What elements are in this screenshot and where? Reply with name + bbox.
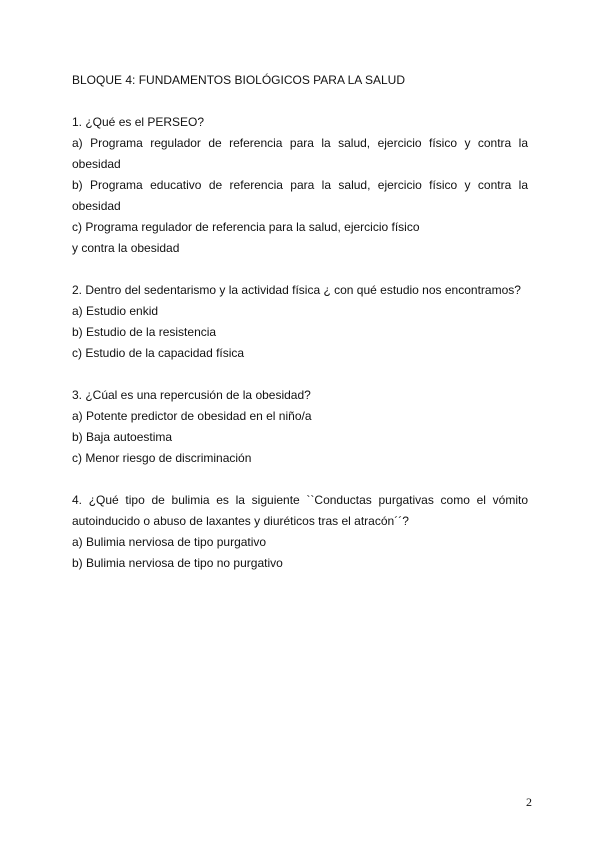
question-1-option-b: b) Programa educativo de referencia para la salud, ejercicio físico y contra la obesidad (72, 178, 528, 213)
question-2-option-a: a) Estudio enkid (72, 304, 159, 318)
page-number: 2 (526, 795, 532, 809)
question-3-option-c: c) Menor riesgo de discriminación (72, 451, 252, 465)
question-1-option-a: a) Programa regulador de referencia para la salud, ejercicio físico y contra la obesidad (72, 136, 528, 171)
question-1 (72, 112, 528, 259)
question-1-option-c: c) Programa regulador de referencia para la salud, ejercicio físico (72, 220, 420, 234)
question-1-option-c-continued: y contra la obesidad (72, 241, 180, 255)
question-2-option-c: c) Estudio de la capacidad física (72, 346, 245, 360)
document-content (72, 70, 528, 595)
question-2 (72, 280, 528, 364)
question-4 (72, 490, 528, 574)
question-3-text: 3. ¿Cúal es una repercusión de la obesidad? (72, 388, 311, 402)
question-2-option-b: b) Estudio de la resistencia (72, 325, 217, 339)
page-title: BLOQUE 4: FUNDAMENTOS BIOLÓGICOS PARA LA SALUD (72, 73, 405, 87)
question-4-option-b: b) Bulimia nerviosa de tipo no purgativo (72, 556, 283, 570)
question-3 (72, 385, 528, 469)
question-3-option-a: a) Potente predictor de obesidad en el niño/a (72, 409, 312, 423)
question-3-option-b: b) Baja autoestima (72, 430, 173, 444)
question-4-text: 4. ¿Qué tipo de bulimia es la siguiente ``Conductas purgativas como el vómito autoinducido o abuso de laxantes y diuréticos tras el atracón´´? (72, 493, 528, 528)
question-2-text: 2. Dentro del sedentarismo y la actividad física ¿ con qué estudio nos encontramos? (72, 283, 521, 297)
question-1-text: 1. ¿Qué es el PERSEO? (72, 115, 205, 129)
question-4-option-a: a) Bulimia nerviosa de tipo purgativo (72, 535, 267, 549)
